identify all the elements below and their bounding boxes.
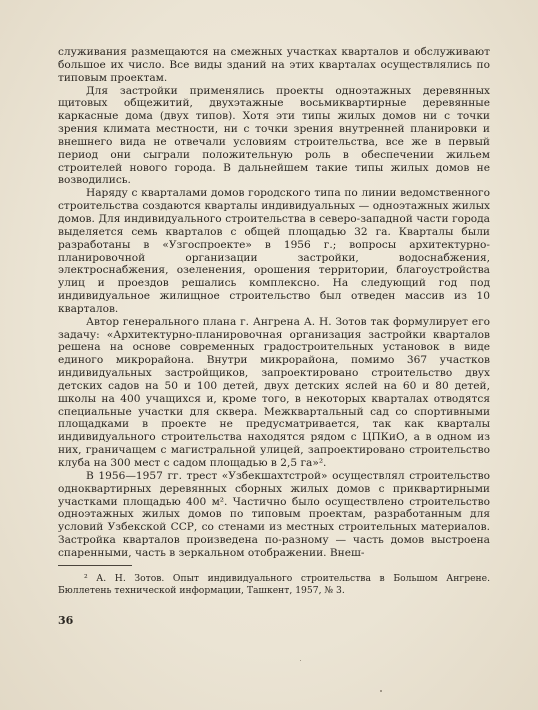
- main-text: [58, 46, 490, 560]
- footnote-divider: [58, 565, 132, 566]
- paragraph-4: Автор генерального плана г. Ангрена А. Н. Зотов так формулирует его задачу: «Архитектурно-планировочная организация застройки кварталов решена на основе современных градостроительных установок в виде единого микрорайона. Внутри микрорайона, помимо 367 участков индивидуальных застройщиков, запроектировано строительство двух детских садов на 50 и 100 детей, двух детских яслей на 60 и 80 детей, школы на 400 учащихся и, кроме того, в некоторых кварталах отводятся специальные участки для сквера. Межквартальный сад со спортивными площадками в проекте не предусматривается, так как кварталы индивидуального строительства находятся рядом с ЦПКиО, а в одном из них, граничащем с магистральной улицей, запроектировано строительство клуба на 300 мест с садом площадью в 2,5 га»².: [58, 315, 490, 469]
- scan-speck: [380, 690, 382, 692]
- scan-speck: [300, 660, 301, 661]
- footnote: [58, 573, 490, 596]
- paragraph-3: Наряду с кварталами домов городского типа по линии ведомственного строительства создаются кварталы индивидуальных — одноэтажных жилых домов. Для индивидуального строительства в северо-западной части города выделяется семь кварталов с общей площадью 32 га. Кварталы были разработаны в «Узгоспроекте» в 1956 г.; вопросы архитектурно-планировочной организации застройки, водоснабжения, электроснабжения, озеленения, орошения территории, благоустройства улиц и проездов решались комплексно. На следующий год под индивидуальное жилищное строительство был отведен массив из 10 кварталов.: [58, 187, 490, 315]
- paragraph-1: служивания размещаются на смежных участках кварталов и обслуживают большое их число. Все виды зданий на этих кварталах осуществлялись по типовым проектам.: [58, 46, 490, 84]
- paragraph-2: Для застройки применялись проекты одноэтажных деревянных щитовых общежитий, двухэтажные восьмиквартирные деревянные каркасные дома (двух типов). Хотя эти типы жилых домов ни с точки зрения климата местности, ни с точки зрения внутренней планировки и внешнего вида не отвечали условиям строительства, все же в первый период они сыграли положительную роль в обеспечении жильем строителей нового города. В дальнейшем такие типы жилых домов не возводились.: [58, 84, 490, 187]
- paragraph-5: В 1956—1957 гг. трест «Узбекшахтстрой» осуществлял строительство одноквартирных деревянных сборных жилых домов с приквартирными участками площадью 400 м². Частично было осуществлено строительство одноэтажных жилых домов по типовым проектам, разработанным для условий Узбекской ССР, со стенами из местных строительных материалов. Застройка кварталов произведена по-разному — часть домов выстроена спаренными, часть в зеркальном отображении. Внеш-: [58, 469, 490, 559]
- footnote-text: ² А. Н. Зотов. Опыт индивидуального строительства в Большом Ангрене. Бюллетень технической информации, Ташкент, 1957, № 3.: [58, 573, 490, 596]
- page-number: 36: [58, 614, 74, 627]
